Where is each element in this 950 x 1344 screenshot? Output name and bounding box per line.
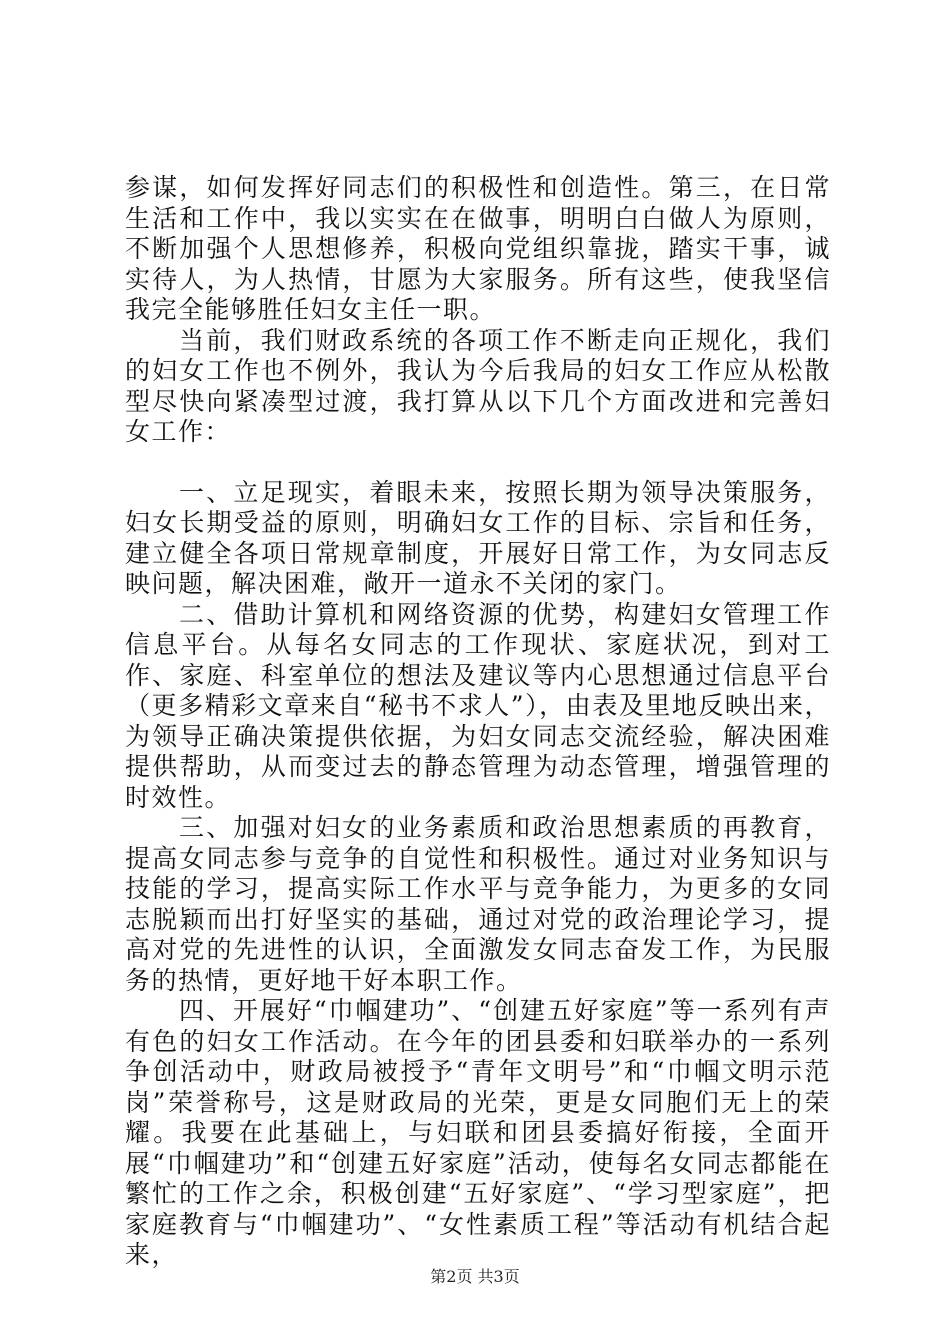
paragraph-continuation: 参谋，如何发挥好同志们的积极性和创造性。第三，在日常生活和工作中，我以实实在在做事，明明白白做人为原则，不断加强个人思想修养，积极向党组织靠拢，踏实干事，诚实待人，为人热情，甘愿为大家服务。所有这些，使我坚信我完全能够胜任妇女主任一职。 xyxy=(125,173,831,324)
paragraph-point-two: 二、借助计算机和网络资源的优势，构建妇女管理工作信息平台。从每名女同志的工作现状、家庭状况，到对工作、家庭、科室单位的想法及建议等内心思想通过信息平台（更多精彩文章来自“秘书不求人”），由表及里地反映出来，为领导正确决策提供依据，为妇女同志交流经验，解决困难提供帮助，从而变过去的静态管理为动态管理，增强管理的时效性。 xyxy=(125,599,831,812)
paragraph-gap xyxy=(125,448,831,478)
document-body xyxy=(125,173,831,1271)
page-number-footer: 第2页 共3页 xyxy=(430,1267,520,1286)
paragraph-point-three: 三、加强对妇女的业务素质和政治思想素质的再教育，提高女同志参与竞争的自觉性和积极性。通过对业务知识与技能的学习，提高实际工作水平与竞争能力，为更多的女同志脱颖而出打好坚实的基础，通过对党的政治理论学习，提高对党的先进性的认识，全面激发女同志奋发工作，为民服务的热情，更好地干好本职工作。 xyxy=(125,813,831,995)
paragraph-point-one: 一、立足现实，着眼未来，按照长期为领导决策服务，妇女长期受益的原则，明确妇女工作的目标、宗旨和任务，建立健全各项日常规章制度，开展好日常工作，为女同志反映问题，解决困难，敞开一道永不关闭的家门。 xyxy=(125,477,831,598)
paragraph-point-four: 四、开展好“巾帼建功”、“创建五好家庭”等一系列有声有色的妇女工作活动。在今年的团县委和妇联举办的一系列争创活动中，财政局被授予“青年文明号”和“巾帼文明示范岗”荣誉称号，这是财政局的光荣，更是女同胞们无上的荣耀。我要在此基础上，与妇联和团县委搞好衔接，全面开展“巾帼建功”和“创建五好家庭”活动，使每名女同志都能在繁忙的工作之余，积极创建“五好家庭”、“学习型家庭”，把家庭教育与“巾帼建功”、“女性素质工程”等活动有机结合起来， xyxy=(125,996,831,1269)
paragraph-current-situation: 当前，我们财政系统的各项工作不断走向正规化，我们的妇女工作也不例外，我认为今后我局的妇女工作应从松散型尽快向紧凑型过渡，我打算从以下几个方面改进和完善妇女工作： xyxy=(125,325,831,446)
